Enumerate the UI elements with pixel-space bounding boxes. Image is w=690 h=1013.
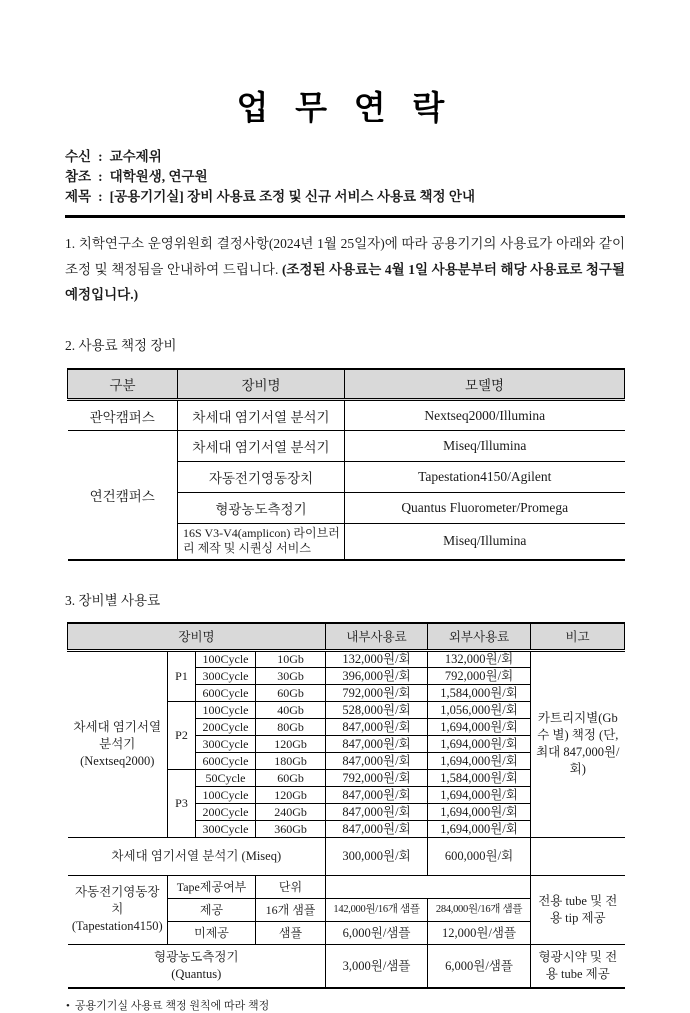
external-fee-cell: 1,694,000원/회: [428, 735, 531, 752]
table-row: [68, 650, 625, 667]
cycle-cell: 300Cycle: [196, 820, 256, 837]
internal-fee-cell: 847,000원/회: [326, 718, 428, 735]
equipment-name-cell: 자동전기영동장치: [178, 462, 345, 493]
recipient-line: [65, 147, 625, 167]
external-fee-cell: 6,000원/샘플: [428, 944, 531, 988]
equipment-name-cell: 자동전기영동장치 (Tapestation4150): [68, 875, 168, 944]
campus-cell: 연건캠퍼스: [68, 431, 178, 560]
cycle-cell: 50Cycle: [196, 769, 256, 786]
internal-fee-cell: 300,000원/회: [326, 837, 428, 875]
colon: :: [98, 149, 103, 164]
equipment-name-cell: 차세대 염기서열 분석기: [178, 400, 345, 431]
cc-value: 대학원생, 연구원: [109, 169, 208, 184]
unit-cell: 단위: [256, 875, 326, 898]
internal-fee-cell: 396,000원/회: [326, 667, 428, 684]
model-cell: Miseq/Illumina: [345, 524, 625, 560]
model-cell: Tapestation4150/Agilent: [345, 462, 625, 493]
p-group-cell: P2: [168, 701, 196, 769]
unit-cell: 샘플: [256, 921, 326, 944]
recipient-label: 수신: [65, 149, 92, 164]
cc-label: 참조: [65, 169, 92, 184]
cc-line: [65, 167, 625, 187]
internal-fee-cell: 792,000원/회: [326, 769, 428, 786]
model-cell: Miseq/Illumina: [345, 431, 625, 462]
section-3-heading: 3. 장비별 사용료: [65, 592, 161, 608]
internal-fee-cell: 6,000원/샘플: [326, 921, 428, 944]
external-fee-cell: 132,000원/회: [428, 650, 531, 667]
model-cell: Quantus Fluorometer/Promega: [345, 493, 625, 524]
subject-line: [65, 187, 625, 207]
equipment-name-cell: 차세대 염기서열 분석기: [178, 431, 345, 462]
notice-text: 1. 치학연구소 운영위원회 결정사항(2024년 1월 25일자)에 따라 공용기기의 사용료가 아래와 같이 조정 및 책정됨을 안내하여 드립니다.: [65, 236, 625, 277]
table-row: [68, 431, 625, 462]
internal-fee-cell: 847,000원/회: [326, 820, 428, 837]
cycle-cell: 100Cycle: [196, 701, 256, 718]
external-fee-cell: 1,056,000원/회: [428, 701, 531, 718]
tape-option-cell: 미제공: [168, 921, 256, 944]
internal-fee-cell: 847,000원/회: [326, 803, 428, 820]
unit-cell: 16개 샘플: [256, 898, 326, 921]
notice-text-emphasis: (조정된 사용료는 4월 1일 사용분부터 해당 사용료로 청구될 예정입니다.): [65, 261, 625, 302]
column-header-category: 구분: [68, 369, 178, 400]
campus-cell: 관악캠퍼스: [68, 400, 178, 431]
external-fee-cell: 1,694,000원/회: [428, 718, 531, 735]
usage-fee-table: [67, 622, 625, 990]
table-row: [68, 875, 625, 898]
notice-paragraph: [65, 231, 625, 308]
capacity-cell: 60Gb: [256, 769, 326, 786]
external-fee-cell: 12,000원/샘플: [428, 921, 531, 944]
cycle-cell: 300Cycle: [196, 667, 256, 684]
capacity-cell: 120Gb: [256, 735, 326, 752]
internal-fee-cell: 847,000원/회: [326, 786, 428, 803]
capacity-cell: 30Gb: [256, 667, 326, 684]
cycle-cell: 200Cycle: [196, 803, 256, 820]
note-cell: 형광시약 및 전용 tube 제공: [531, 944, 625, 988]
tape-option-cell: Tape제공여부: [168, 875, 256, 898]
colon: :: [98, 169, 103, 184]
subject-value: [공용기기실] 장비 사용료 조정 및 신규 서비스 사용료 책정 안내: [109, 189, 475, 204]
column-header-note: 비고: [531, 623, 625, 651]
cycle-cell: 300Cycle: [196, 735, 256, 752]
document-title: 업 무 연 락: [236, 91, 454, 127]
cycle-cell: 600Cycle: [196, 752, 256, 769]
external-fee-cell: 600,000원/회: [428, 837, 531, 875]
cycle-cell: 600Cycle: [196, 684, 256, 701]
footnote: [66, 997, 625, 1013]
cycle-cell: 200Cycle: [196, 718, 256, 735]
capacity-cell: 60Gb: [256, 684, 326, 701]
note-cell: [531, 837, 625, 875]
capacity-cell: 40Gb: [256, 701, 326, 718]
equipment-name-cell: 형광농도측정기: [178, 493, 345, 524]
equipment-table-header-row: [68, 369, 625, 400]
cycle-cell: 100Cycle: [196, 650, 256, 667]
internal-fee-cell: 792,000원/회: [326, 684, 428, 701]
capacity-cell: 240Gb: [256, 803, 326, 820]
internal-fee-cell: 528,000원/회: [326, 701, 428, 718]
usage-table-header-row: [68, 623, 625, 651]
table-row: [68, 400, 625, 431]
note-cell: 카트리지별(Gb 수 별) 책정 (단, 최대 847,000원/회): [531, 650, 625, 837]
cycle-cell: 100Cycle: [196, 786, 256, 803]
external-fee-cell: 284,000원/16개 샘플: [428, 898, 531, 921]
external-fee-cell: 1,694,000원/회: [428, 803, 531, 820]
colon: :: [98, 189, 103, 204]
model-cell: Nextseq2000/Illumina: [345, 400, 625, 431]
table-row: [68, 837, 625, 875]
p-group-cell: P3: [168, 769, 196, 837]
table-row: [68, 944, 625, 988]
section-2-heading: 2. 사용료 책정 장비: [65, 337, 177, 353]
tape-option-cell: 제공: [168, 898, 256, 921]
capacity-cell: 10Gb: [256, 650, 326, 667]
internal-fee-cell: 142,000원/16개 샘플: [326, 898, 428, 921]
equipment-name-cell: 차세대 염기서열 분석기 (Nextseq2000): [68, 650, 168, 837]
equipment-name-line1: 형광농도측정기: [154, 949, 239, 964]
external-fee-cell: 1,694,000원/회: [428, 786, 531, 803]
capacity-cell: 120Gb: [256, 786, 326, 803]
equipment-name-cell: [68, 944, 326, 988]
equipment-name-cell: 차세대 염기서열 분석기 (Miseq): [68, 837, 326, 875]
internal-fee-cell: 3,000원/샘플: [326, 944, 428, 988]
column-header-name: 장비명: [178, 369, 345, 400]
internal-fee-cell: 847,000원/회: [326, 735, 428, 752]
empty-fee-cell: [326, 875, 531, 898]
recipient-value: 교수제위: [109, 149, 162, 164]
internal-fee-cell: 847,000원/회: [326, 752, 428, 769]
column-header-internal-fee: 내부사용료: [326, 623, 428, 651]
capacity-cell: 180Gb: [256, 752, 326, 769]
equipment-name-cell: 16S V3-V4(amplicon) 라이브러리 제작 및 시퀀싱 서비스: [178, 524, 345, 560]
external-fee-cell: 792,000원/회: [428, 667, 531, 684]
p-group-cell: P1: [168, 650, 196, 701]
address-block: [65, 147, 625, 207]
equipment-name-line2: (Quantus): [171, 966, 222, 981]
capacity-cell: 80Gb: [256, 718, 326, 735]
internal-fee-cell: 132,000원/회: [326, 650, 428, 667]
column-header-model: 모델명: [345, 369, 625, 400]
footnote-text: 공용기기실 사용료 책정 원칙에 따라 책정: [74, 1000, 270, 1012]
external-fee-cell: 1,694,000원/회: [428, 752, 531, 769]
subject-label: 제목: [65, 189, 92, 204]
column-header-external-fee: 외부사용료: [428, 623, 531, 651]
header-divider: [65, 215, 625, 218]
column-header-equipment: 장비명: [68, 623, 326, 651]
external-fee-cell: 1,584,000원/회: [428, 769, 531, 786]
equipment-table: [67, 368, 625, 561]
footnote-marker: •: [66, 1000, 70, 1012]
capacity-cell: 360Gb: [256, 820, 326, 837]
note-cell: 전용 tube 및 전용 tip 제공: [531, 875, 625, 944]
external-fee-cell: 1,694,000원/회: [428, 820, 531, 837]
external-fee-cell: 1,584,000원/회: [428, 684, 531, 701]
